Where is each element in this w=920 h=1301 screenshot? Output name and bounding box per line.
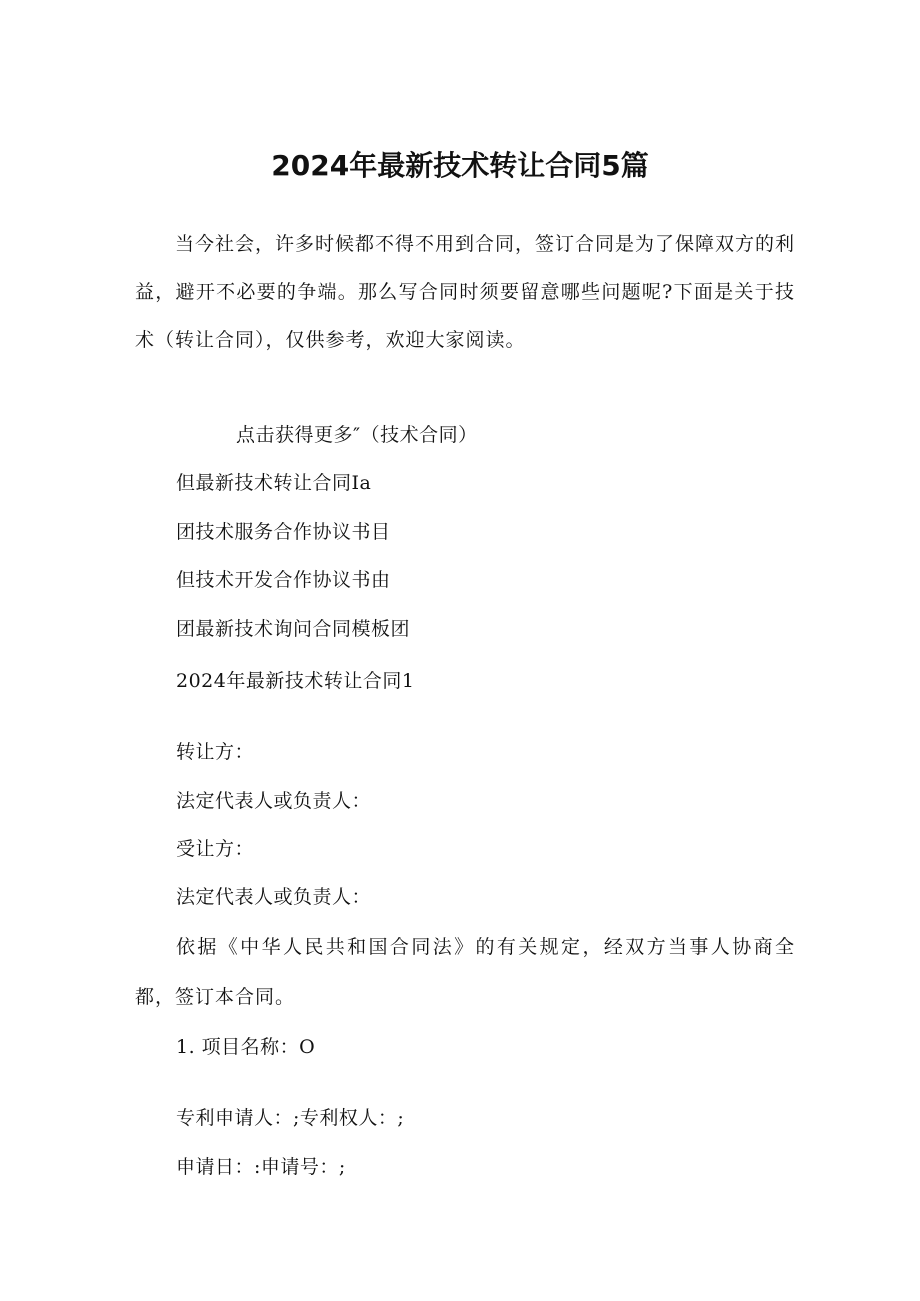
related-link-2[interactable]: 团技术服务合作协议书目	[176, 521, 391, 543]
document-title: 2024年最新技术转让合同5篇	[271, 149, 649, 182]
intro-paragraph: 当今社会，许多时候都不得不用到合同，签订合同是为了保障双方的利益，避开不必要的争端。那么写合同时须要留意哪些问题呢?下面是关于技术（转让合同），仅供参考，欢迎大家阅读。	[135, 233, 796, 351]
party-transferor: 转让方：	[176, 741, 255, 763]
party-transferee-representative: 法定代表人或负责人：	[176, 886, 372, 908]
related-link-1[interactable]: 但最新技术转让合同Ia	[176, 472, 372, 494]
party-transferee: 受让方：	[176, 838, 255, 860]
patent-applicant-line: 专利申请人：;专利权人：;	[176, 1107, 405, 1129]
related-link-4[interactable]: 团最新技术询问合同模板团	[176, 618, 411, 640]
party-transferor-representative: 法定代表人或负责人：	[176, 790, 372, 812]
more-contracts-link[interactable]: 点击获得更多″（技术合同）	[236, 424, 478, 446]
basis-paragraph: 依据《中华人民共和国合同法》的有关规定，经双方当事人协商全都，签订本合同。	[135, 936, 795, 1008]
item-project-name: 1. 项目名称：O	[176, 1036, 316, 1058]
application-date-line: 申请日：:申请号：;	[176, 1156, 346, 1178]
section-heading: 2024年最新技术转让合同1	[176, 670, 415, 692]
related-link-3[interactable]: 但技术开发合作协议书由	[176, 569, 391, 591]
